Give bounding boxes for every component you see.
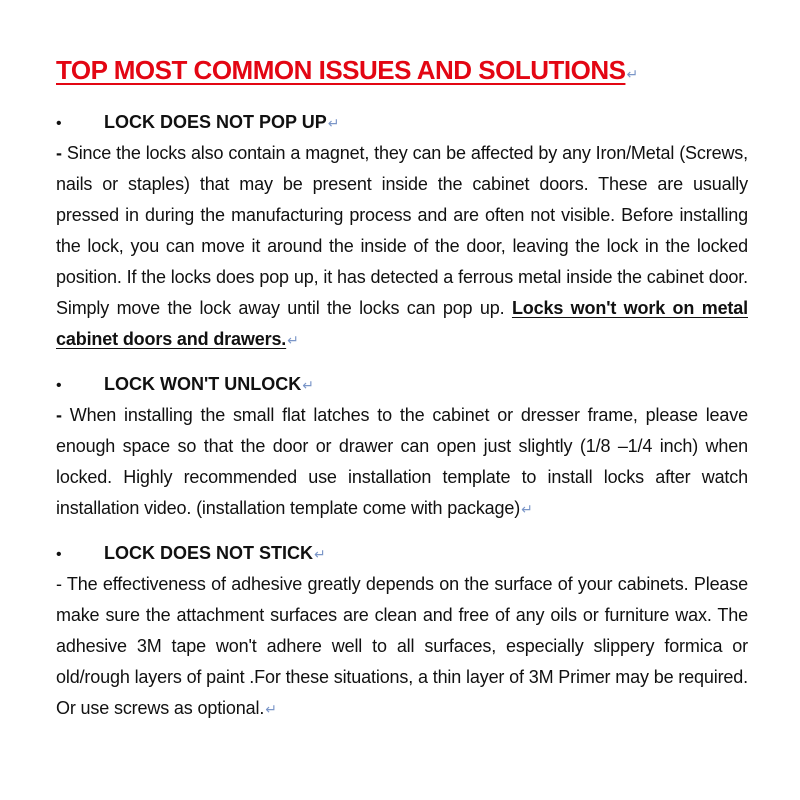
section-body-text: When installing the small flat latches to the cabinet or dresser frame, please leave enough space so that the door or drawer can open just slightly (1/8 –1/4 inch) when locked. Highly recommended use installation template to install locks after watch installation video. (installation template come with package) bbox=[56, 405, 748, 518]
paragraph-mark: ↵ bbox=[287, 332, 299, 348]
dash-marker: - bbox=[56, 143, 62, 163]
paragraph-mark: ↵ bbox=[314, 546, 326, 562]
section-lock-does-not-pop-up bbox=[56, 108, 748, 356]
section-heading-text: LOCK DOES NOT STICK bbox=[104, 543, 314, 563]
section-lock-does-not-stick bbox=[56, 539, 748, 725]
section-heading bbox=[56, 539, 748, 569]
section-body-text: - The effectiveness of adhesive greatly depends on the surface of your cabinets. Please make sure the attachment surfaces are clean and free of any oils or furniture wax. The adhesive 3M tape won't adhere well to all surfaces, especially slippery formica or old/rough layers of paint .For these situations, a thin layer of 3M Primer may be required. Or use screws as optional. bbox=[56, 574, 748, 718]
bullet-icon: • bbox=[56, 546, 62, 563]
page-title-text: TOP MOST COMMON ISSUES AND SOLUTIONS bbox=[56, 55, 626, 85]
section-body bbox=[56, 400, 748, 525]
paragraph-mark: ↵ bbox=[626, 66, 638, 82]
section-heading bbox=[56, 108, 748, 138]
bullet-icon: • bbox=[56, 115, 62, 132]
section-body bbox=[56, 569, 748, 725]
paragraph-mark: ↵ bbox=[327, 115, 340, 131]
section-lock-wont-unlock bbox=[56, 370, 748, 525]
paragraph-mark: ↵ bbox=[521, 501, 533, 517]
section-body-text: Since the locks also contain a magnet, they can be affected by any Iron/Metal (Screws, nails or staples) that may be present inside the cabinet doors. These are usually pressed in during the manufacturing process and are often not visible. Before installing the lock, you can move it around the inside of the door, leaving the lock in the locked position. If the locks does pop up, it has detected a ferrous metal inside the cabinet door. Simply move the lock away until the locks can pop up. bbox=[56, 143, 748, 318]
paragraph-mark: ↵ bbox=[265, 701, 277, 717]
section-heading-text: LOCK DOES NOT POP UP bbox=[104, 112, 327, 132]
dash-marker: - bbox=[56, 405, 62, 425]
section-heading bbox=[56, 370, 748, 400]
page-title bbox=[56, 52, 748, 92]
section-body bbox=[56, 138, 748, 356]
section-heading-text: LOCK WON'T UNLOCK bbox=[104, 374, 302, 394]
warning-emphasis: Locks won't work on metal cabinet doors and drawers. bbox=[56, 298, 748, 349]
document-page bbox=[56, 52, 748, 725]
paragraph-mark: ↵ bbox=[302, 377, 314, 393]
bullet-icon: • bbox=[56, 377, 62, 394]
